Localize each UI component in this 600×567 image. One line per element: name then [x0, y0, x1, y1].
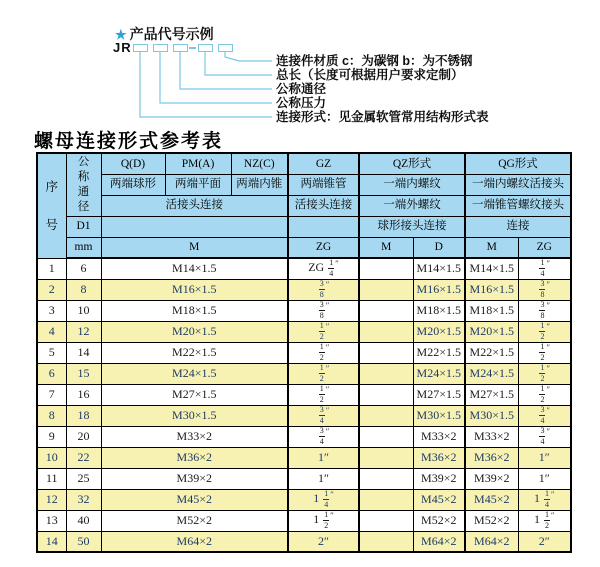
header-pma-desc: 两端平面: [165, 174, 231, 195]
thread-m-cell: M64×2: [101, 531, 288, 552]
header-union-conn: 活接头连接: [101, 195, 288, 216]
qg-zg-cell: 1″: [518, 468, 571, 489]
qz-d-cell: M33×2: [413, 426, 465, 447]
qg-zg-cell: $\frac{1}{4}$ ″: [518, 258, 571, 279]
qz-m-cell: [359, 258, 413, 279]
code-label-connection: 连接形式：见金属软管常用结构形式表: [276, 110, 489, 124]
header-zg: ZG: [288, 237, 359, 258]
gz-zg-cell: $\frac{1}{2}$ ″: [288, 384, 359, 405]
qz-d-cell: M16×1.5: [413, 279, 465, 300]
qz-m-cell: [359, 468, 413, 489]
qz-d-cell: M14×1.5: [413, 258, 465, 279]
col-header-qd: Q(D): [101, 153, 165, 174]
header-gz-desc: 两端锥管: [288, 174, 359, 195]
qz-m-cell: [359, 363, 413, 384]
header-qz-m: M: [359, 237, 413, 258]
thread-m-cell: M14×1.5: [101, 258, 288, 279]
header-d1: D1: [66, 216, 101, 237]
dn-mm-cell: 25: [66, 468, 101, 489]
header-gz-conn: 活接头连接: [288, 195, 359, 216]
qz-m-cell: [359, 531, 413, 552]
header-qg-desc: 一端内螺纹活接头: [465, 174, 571, 195]
qg-m-cell: M52×2: [465, 510, 518, 531]
gz-zg-cell: $\frac{3}{8}$ ″: [288, 300, 359, 321]
code-label-material: 连接件材质 c：为碳钢 b：为不锈钢: [276, 54, 473, 68]
header-qz-desc2: 一端外螺纹: [359, 195, 465, 216]
seq-cell: 12: [37, 489, 66, 510]
dn-mm-cell: 10: [66, 300, 101, 321]
seq-cell: 13: [37, 510, 66, 531]
thread-m-cell: M52×2: [101, 510, 288, 531]
dn-mm-cell: 40: [66, 510, 101, 531]
table-row: [37, 489, 571, 510]
table-row: [37, 363, 571, 384]
header-nzc-desc: 两端内锥: [231, 174, 288, 195]
dn-mm-cell: 20: [66, 426, 101, 447]
qg-zg-cell: $\frac{3}{4}$ ″: [518, 405, 571, 426]
qz-m-cell: [359, 321, 413, 342]
qz-m-cell: [359, 342, 413, 363]
qg-zg-cell: 2″: [518, 531, 571, 552]
table-row: [37, 258, 571, 279]
col-header-qz: QZ形式: [359, 153, 465, 174]
qg-m-cell: M16×1.5: [465, 279, 518, 300]
code-label-diameter: 公称通径: [276, 82, 327, 96]
qg-m-cell: M39×2: [465, 468, 518, 489]
qg-zg-cell: $\frac{3}{8}$ ″: [518, 279, 571, 300]
dn-mm-cell: 22: [66, 447, 101, 468]
empty-cell: [288, 216, 359, 237]
gz-zg-cell: 2″: [288, 531, 359, 552]
thread-m-cell: M30×1.5: [101, 405, 288, 426]
qz-m-cell: [359, 300, 413, 321]
qz-d-cell: M30×1.5: [413, 405, 465, 426]
gz-zg-cell: 1″: [288, 447, 359, 468]
star-icon: ★: [115, 27, 127, 42]
qz-m-cell: [359, 426, 413, 447]
gz-zg-cell: $\frac{3}{8}$ ″: [288, 279, 359, 300]
seq-cell: 7: [37, 384, 66, 405]
qz-d-cell: M36×2: [413, 447, 465, 468]
gz-zg-cell: $\frac{1}{2}$ ″: [288, 363, 359, 384]
thread-m-cell: M27×1.5: [101, 384, 288, 405]
table-row: [37, 300, 571, 321]
col-header-qg: QG形式: [465, 153, 571, 174]
table-row: [37, 405, 571, 426]
qz-m-cell: [359, 405, 413, 426]
gz-zg-cell: 1 $\frac{1}{2}$ ″: [288, 510, 359, 531]
qg-zg-cell: $\frac{3}{4}$ ″: [518, 426, 571, 447]
qz-m-cell: [359, 447, 413, 468]
qg-m-cell: M33×2: [465, 426, 518, 447]
qz-d-cell: M22×1.5: [413, 342, 465, 363]
qg-m-cell: M22×1.5: [465, 342, 518, 363]
qz-d-cell: M39×2: [413, 468, 465, 489]
dn-mm-cell: 14: [66, 342, 101, 363]
thread-m-cell: M39×2: [101, 468, 288, 489]
qz-m-cell: [359, 489, 413, 510]
table-row: [37, 279, 571, 300]
table-body: [37, 258, 571, 552]
table-row: [37, 468, 571, 489]
table-row: [37, 510, 571, 531]
qg-m-cell: M14×1.5: [465, 258, 518, 279]
col-header-nzc: NZ(C): [231, 153, 288, 174]
dn-mm-cell: 50: [66, 531, 101, 552]
qz-d-cell: M27×1.5: [413, 384, 465, 405]
thread-m-cell: M24×1.5: [101, 363, 288, 384]
thread-m-cell: M45×2: [101, 489, 288, 510]
seq-cell: 8: [37, 405, 66, 426]
seq-cell: 14: [37, 531, 66, 552]
qg-m-cell: M30×1.5: [465, 405, 518, 426]
qz-d-cell: M24×1.5: [413, 363, 465, 384]
qg-m-cell: M20×1.5: [465, 321, 518, 342]
col-header-seq: 序号: [37, 153, 66, 258]
dn-mm-cell: 18: [66, 405, 101, 426]
seq-cell: 9: [37, 426, 66, 447]
thread-m-cell: M16×1.5: [101, 279, 288, 300]
seq-cell: 10: [37, 447, 66, 468]
diagram-title-text: 产品代号示例: [129, 26, 214, 42]
qg-zg-cell: $\frac{1}{2}$ ″: [518, 321, 571, 342]
qg-zg-cell: $\frac{1}{2}$ ″: [518, 363, 571, 384]
qg-m-cell: M18×1.5: [465, 300, 518, 321]
qg-zg-cell: 1 $\frac{1}{4}$ ″: [518, 489, 571, 510]
gz-zg-cell: 1 $\frac{1}{4}$ ″: [288, 489, 359, 510]
qg-zg-cell: 1 $\frac{1}{2}$ ″: [518, 510, 571, 531]
dn-mm-cell: 16: [66, 384, 101, 405]
qz-d-cell: M20×1.5: [413, 321, 465, 342]
header-mm: mm: [66, 237, 101, 258]
qg-zg-cell: 1″: [518, 447, 571, 468]
qz-m-cell: [359, 384, 413, 405]
qg-m-cell: M24×1.5: [465, 363, 518, 384]
header-qz-d: D: [413, 237, 465, 258]
qg-zg-cell: $\frac{1}{2}$ ″: [518, 384, 571, 405]
qg-m-cell: M27×1.5: [465, 384, 518, 405]
qz-d-cell: M52×2: [413, 510, 465, 531]
thread-m-cell: M20×1.5: [101, 321, 288, 342]
header-qd-desc: 两端球形: [101, 174, 165, 195]
seq-cell: 5: [37, 342, 66, 363]
empty-cell: [101, 216, 288, 237]
qg-m-cell: M64×2: [465, 531, 518, 552]
header-qg-conn: 连接: [465, 216, 571, 237]
gz-zg-cell: $\frac{3}{4}$ ″: [288, 405, 359, 426]
thread-m-cell: M18×1.5: [101, 300, 288, 321]
dn-mm-cell: 12: [66, 321, 101, 342]
dn-mm-cell: 32: [66, 489, 101, 510]
qz-d-cell: M18×1.5: [413, 300, 465, 321]
qz-m-cell: [359, 279, 413, 300]
qz-m-cell: [359, 510, 413, 531]
seq-cell: 4: [37, 321, 66, 342]
qg-zg-cell: $\frac{1}{2}$ ″: [518, 342, 571, 363]
col-header-gz: GZ: [288, 153, 359, 174]
header-qg-zg: ZG: [518, 237, 571, 258]
seq-cell: 2: [37, 279, 66, 300]
reference-table: [36, 152, 572, 553]
header-qg-desc2: 一端锥管螺纹接头: [465, 195, 571, 216]
table-row: [37, 321, 571, 342]
thread-m-cell: M33×2: [101, 426, 288, 447]
col-header-pma: PM(A): [165, 153, 231, 174]
table-title: 螺母连接形式参考表: [34, 131, 224, 152]
thread-m-cell: M36×2: [101, 447, 288, 468]
table-row: [37, 342, 571, 363]
gz-zg-cell: $\frac{3}{4}$ ″: [288, 426, 359, 447]
table-header: [37, 153, 571, 258]
gz-zg-cell: ZG $\frac{1}{4}$ ″: [288, 258, 359, 279]
table-row: [37, 447, 571, 468]
table-row: [37, 384, 571, 405]
seq-cell: 1: [37, 258, 66, 279]
qz-d-cell: M64×2: [413, 531, 465, 552]
qz-d-cell: M45×2: [413, 489, 465, 510]
code-label-length: 总长（长度可根据用户要求定制）: [276, 68, 464, 82]
dn-mm-cell: 15: [66, 363, 101, 384]
header-qz-desc: 一端内螺纹: [359, 174, 465, 195]
qg-m-cell: M36×2: [465, 447, 518, 468]
dn-mm-cell: 8: [66, 279, 101, 300]
qg-zg-cell: $\frac{3}{8}$ ″: [518, 300, 571, 321]
gz-zg-cell: $\frac{1}{2}$ ″: [288, 342, 359, 363]
thread-m-cell: M22×1.5: [101, 342, 288, 363]
code-label-pressure: 公称压力: [276, 96, 327, 110]
gz-zg-cell: $\frac{1}{2}$ ″: [288, 321, 359, 342]
seq-cell: 11: [37, 468, 66, 489]
header-qz-conn: 球形接头连接: [359, 216, 465, 237]
table-row: [37, 426, 571, 447]
code-prefix: JR: [113, 40, 132, 55]
table-row: [37, 531, 571, 552]
col-header-dn: 公称通径: [66, 153, 101, 216]
dn-mm-cell: 6: [66, 258, 101, 279]
seq-cell: 6: [37, 363, 66, 384]
header-m: M: [101, 237, 288, 258]
header-qg-m: M: [465, 237, 518, 258]
seq-cell: 3: [37, 300, 66, 321]
gz-zg-cell: 1″: [288, 468, 359, 489]
qg-m-cell: M45×2: [465, 489, 518, 510]
